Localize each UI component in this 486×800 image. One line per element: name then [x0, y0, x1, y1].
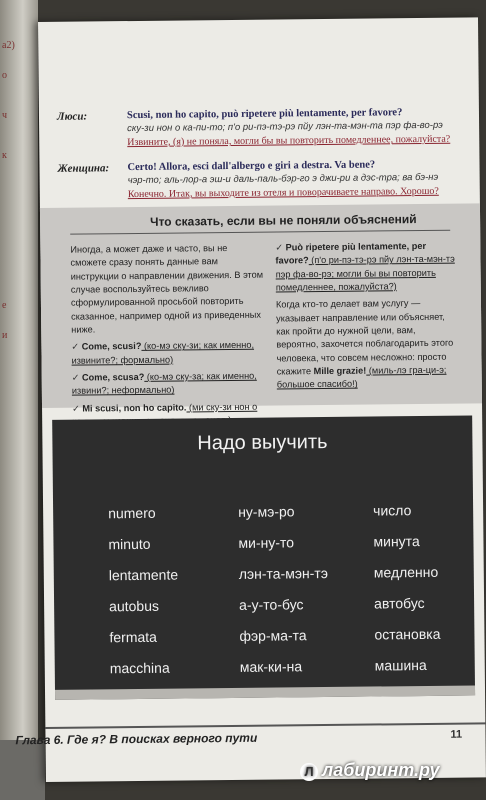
dialog-line-2 — [57, 158, 452, 203]
thanks-paragraph: Когда кто-то делает вам услугу — указывает направление или объясняет, как пройти до нужной цели, вам, вероятно, захочется поблагодарить этого человека, что совсем несложно: просто скажите Mille grazie! (миль-лэ гра-ци-э; большое спасибо!) — [275, 298, 454, 390]
dialog-line-1 — [57, 106, 452, 151]
vocab-it-5: fermata — [109, 628, 157, 646]
vocab-ru-3: медленно — [373, 563, 439, 581]
vocab-ru-4: автобус — [374, 594, 425, 612]
italian-phrase: Scusi, non ho capito, può ripetere più lentamente, per favore? — [126, 107, 403, 122]
tip-intro: Иногда, а может даже и часто, вы не сможете сразу понять данные вам инструкции о направлении движения. В этом случае воспользуйтесь вежливо сформулированной просьбой повторить сказанное, например одной из приведенных ниже. — [70, 243, 264, 335]
tip-item-1: ✓ Come, scusi? (ко-мэ ску-зи; как именно, извините?; формально) — [71, 340, 255, 366]
vocab-ru-5: остановка — [374, 625, 441, 643]
page-number: 11 — [450, 728, 463, 741]
speaker-label: Женщина: — [57, 162, 110, 175]
vocab-tr-2: ми-ну-то — [238, 534, 295, 551]
vocab-tr-4: а-у-то-бус — [239, 596, 304, 613]
tip-item-4: ✓ Può ripetere più lentamente, per favore? (п'о ри-пэ-тэ-рэ пйу лэн-та-мэн-тэ пэр фа-во-рэ; могли бы вы повторить помедленнее, пожалуйста?) — [275, 240, 455, 293]
vocabulary-title: Надо выучить — [197, 430, 328, 455]
check-icon: ✓ — [71, 372, 83, 383]
tip-left-column — [70, 242, 267, 434]
book-page — [15, 17, 486, 782]
vocab-tr-1: ну-мэ-ро — [238, 503, 295, 520]
vocabulary-board — [52, 415, 475, 699]
vocab-it-4: autobus — [109, 597, 160, 615]
italian-phrase: Certo! Allora, esci dall'albergo e giri a destra. Va bene? — [127, 159, 376, 174]
chapter-title: Глава 6. Где я? В поисках верного пути — [15, 730, 258, 748]
tip-right-column — [275, 240, 457, 397]
divider — [70, 230, 450, 235]
check-icon: ✓ — [275, 242, 286, 253]
transcription: ску-зи нон о ка-пи-то; п'о ри-пэ-тэ-рэ пйу лэн-та-мэн-та пэр фа-во-рэ — [127, 119, 443, 135]
vocab-it-6: macchina — [109, 659, 170, 677]
russian-translation: Конечно. Итак, вы выходите из отеля и поворачиваете направо. Хорошо? — [127, 185, 439, 201]
watermark: Л лабиринт.ру — [300, 760, 440, 781]
background-edge — [0, 740, 45, 800]
labirint-logo-icon: Л — [300, 763, 318, 781]
speaker-label: Люси: — [56, 110, 88, 123]
tip-box-title: Что сказать, если вы не поняли объяснений — [150, 212, 417, 229]
tip-box — [40, 203, 482, 414]
russian-translation: Извините, (я) не поняла, могли бы вы повторить помедленнее, пожалуйста? — [127, 133, 451, 149]
page-footer — [15, 722, 485, 753]
check-icon: ✓ — [71, 403, 83, 414]
check-icon: ✓ — [71, 341, 82, 353]
transcription: чэр-то; аль-лор-а эш-и даль-паль-бэр-го э джи-ри а дэс-тра; ва бэ-нэ — [127, 171, 439, 187]
vocab-it-1: numero — [108, 504, 156, 522]
vocab-tr-6: мак-ки-на — [239, 658, 303, 675]
vocab-tr-3: лэн-та-мэн-тэ — [238, 564, 329, 582]
tip-item-3: ✓ Mi scusi, non ho capito. (ми ску-зи нон о — [71, 401, 258, 414]
vocab-ru-6: машина — [374, 656, 427, 674]
vocab-it-2: minuto — [108, 535, 151, 553]
tip-item-2: ✓ Come, scusa? (ко-мэ ску-за; как именно, извини?; неформально) — [71, 370, 257, 397]
vocab-ru-2: минута — [373, 533, 420, 550]
vocab-ru-1: число — [373, 502, 412, 519]
facing-page-edge: а2) о ч к е и — [0, 0, 38, 800]
vocab-it-3: lentamente — [108, 566, 179, 584]
vocab-tr-5: фэр-ма-та — [239, 627, 307, 644]
